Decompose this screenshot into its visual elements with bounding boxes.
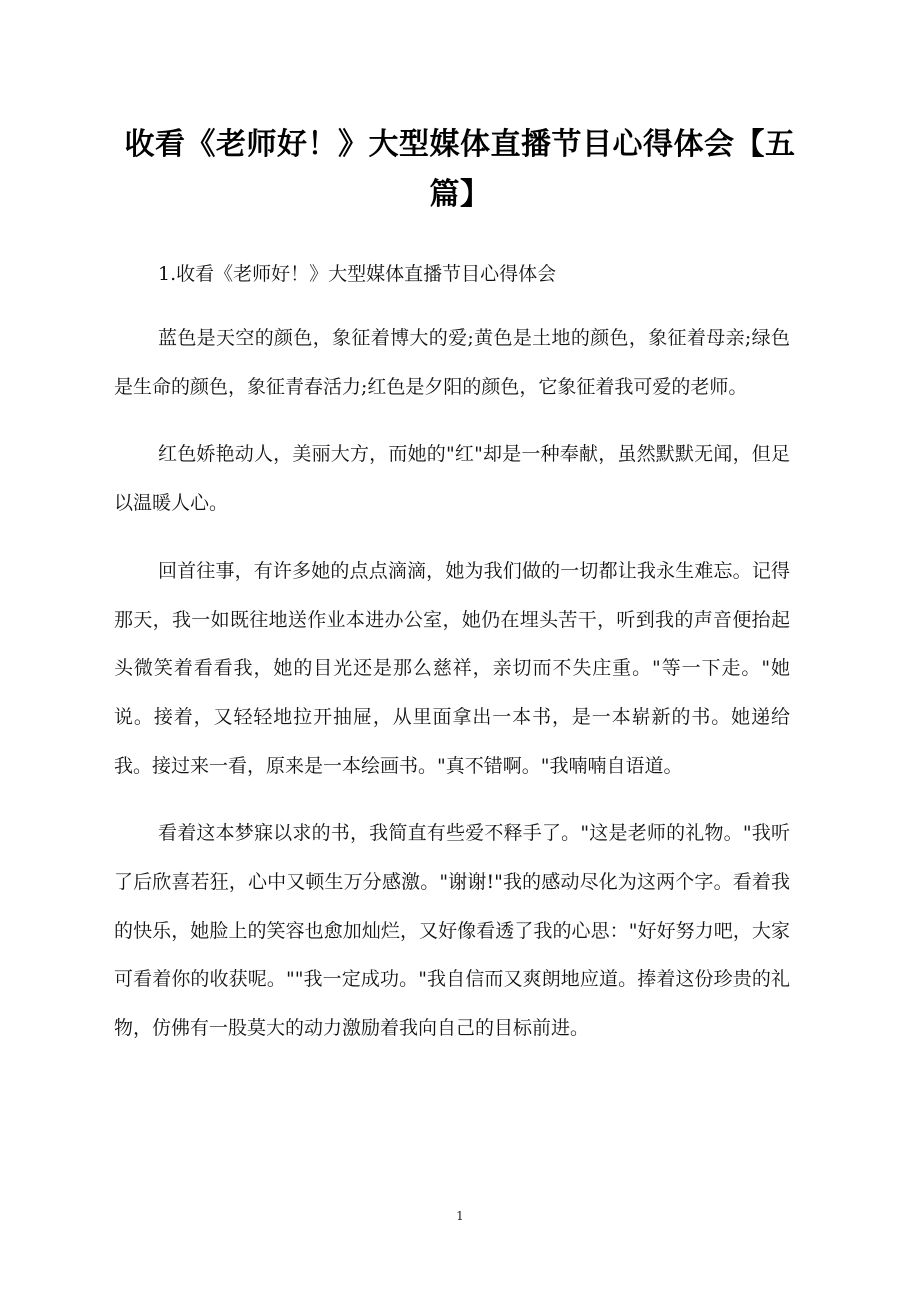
page-number: 1 xyxy=(456,1209,464,1223)
paragraph-2: 红色娇艳动人，美丽大方，而她的"红"却是一种奉献，虽然默默无闻，但足以温暖人心。 xyxy=(114,443,790,515)
section-heading: 1.收看《老师好！》大型媒体直播节目心得体会 xyxy=(158,263,557,285)
document-title: 收看《老师好！》大型媒体直播节目心得体会【五篇】 xyxy=(124,127,796,212)
document-body xyxy=(114,254,790,1072)
paragraph-4: 看着这本梦寐以求的书，我简直有些爱不释手了。"这是老师的礼物。"我听了后欣喜若狂，心中又顿生万分感激。"谢谢!"我的感动尽化为这两个字。看着我的快乐，她脸上的笑容也愈加灿烂，又好像看透了我的心思："好好努力吧，大家可看着你的收获呢。""我一定成功。"我自信而又爽朗地应道。捧着这份珍贵的礼物，仿佛有一股莫大的动力激励着我向自己的目标前进。 xyxy=(114,822,790,1040)
paragraph-1: 蓝色是天空的颜色，象征着博大的爱;黄色是土地的颜色，象征着母亲;绿色是生命的颜色，象征青春活力;红色是夕阳的颜色，它象征着我可爱的老师。 xyxy=(114,327,790,398)
paragraph-3: 回首往事，有许多她的点点滴滴，她为我们做的一切都让我永生难忘。记得那天，我一如既往地送作业本进办公室，她仍在埋头苦干，听到我的声音便抬起头微笑着看看我，她的目光还是那么慈祥，亲切而不失庄重。"等一下走。"她说。接着，又轻轻地拉开抽屉，从里面拿出一本书，是一本崭新的书。她递给我。接过来一看，原来是一本绘画书。"真不错啊。"我喃喃自语道。 xyxy=(114,559,790,777)
